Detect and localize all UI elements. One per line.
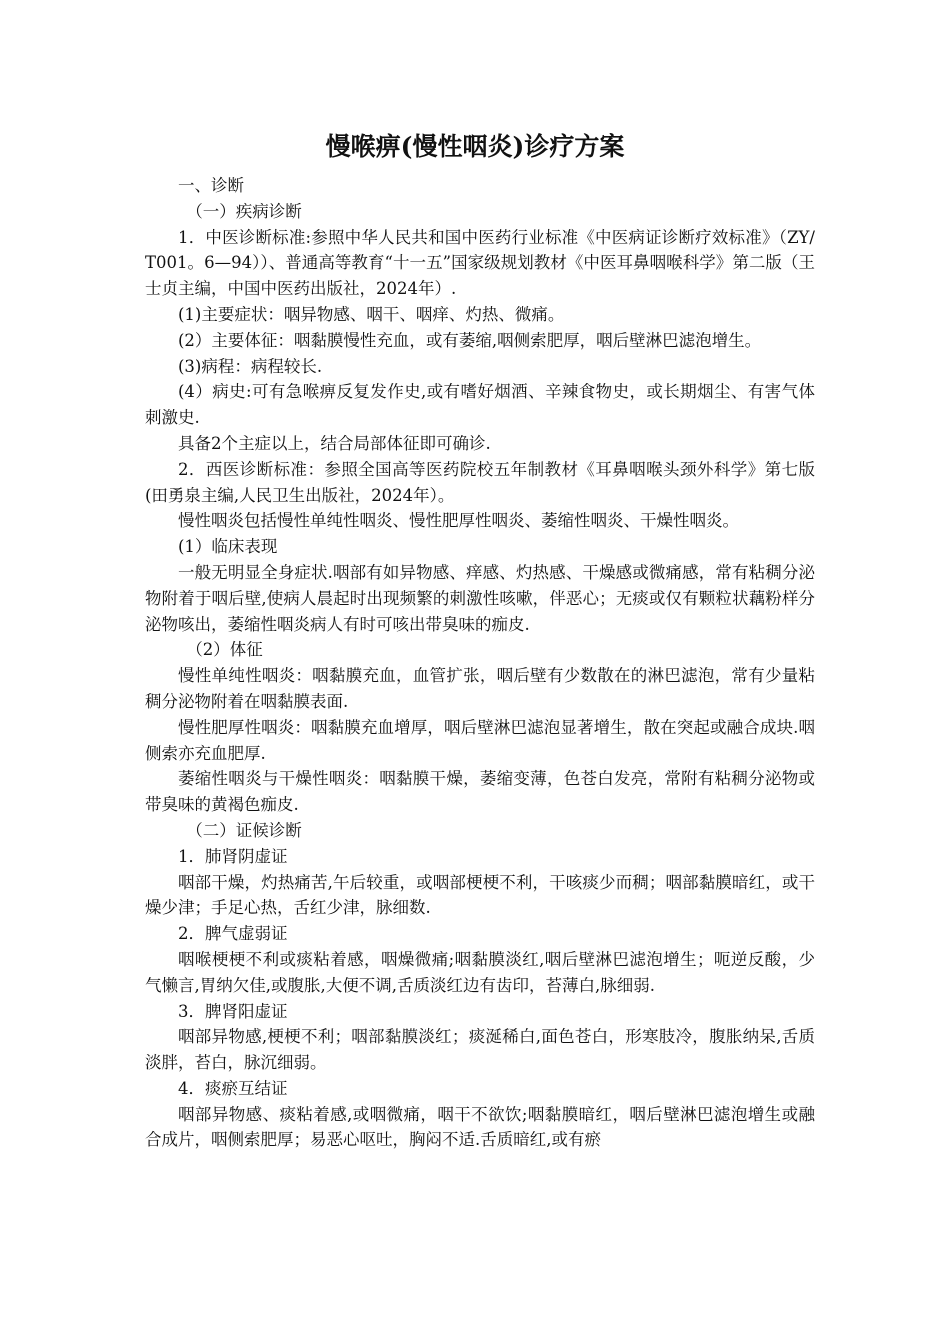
paragraph-western-standard: 2．西医诊断标准：参照全国高等医药院校五年制教材《耳鼻咽喉头颈外科学》第七版(田勇泉主编,人民卫生出版社，2024年）。 [145, 459, 815, 505]
paragraph-s2-title: 2．脾气虚弱证 [178, 924, 288, 944]
document-body [145, 173, 815, 1153]
document-title: 慢喉痹(慢性咽炎)诊疗方案 [325, 132, 625, 161]
paragraph-s2-text: 咽喉梗梗不利或痰粘着感，咽燥微痛;咽黏膜淡红,咽后壁淋巴滤泡增生；呃逆反酸，少气懒言,胃纳欠佳,或腹胀,大便不调,舌质淡红边有齿印，苔薄白,脉细弱. [145, 949, 815, 995]
paragraph-s4-text: 咽部异物感、痰粘着感,或咽微痛，咽干不欲饮;咽黏膜暗红，咽后壁淋巴滤泡增生或融合成片，咽侧索肥厚；易恶心呕吐，胸闷不适.舌质暗红,或有瘀 [145, 1104, 815, 1150]
paragraph-disease-diagnosis-heading: （一）疾病诊断 [186, 201, 302, 221]
paragraph-s3-text: 咽部异物感,梗梗不利；咽部黏膜淡红；痰涎稀白,面色苍白，形寒肢冷，腹胀纳呆,舌质淡胖，苔白，脉沉细弱。 [145, 1027, 815, 1073]
paragraph-diagnosis-heading: 一、诊断 [178, 176, 244, 195]
paragraph-s3-title: 3．脾肾阳虚证 [178, 1001, 288, 1021]
paragraph-types: 慢性咽炎包括慢性单纯性咽炎、慢性肥厚性咽炎、萎缩性咽炎、干燥性咽炎。 [178, 511, 739, 531]
paragraph-main-signs: (2）主要体征：咽黏膜慢性充血，或有萎缩,咽侧索肥厚，咽后壁淋巴滤泡增生。 [178, 330, 762, 350]
paragraph-simple: 慢性单纯性咽炎：咽黏膜充血，血管扩张，咽后壁有少数散在的淋巴滤泡，常有少量粘稠分泌物附着在咽黏膜表面. [145, 666, 815, 711]
paragraph-s1-text: 咽部干燥，灼热痛苦,午后较重，或咽部梗梗不利，干咳痰少而稠；咽部黏膜暗红，或干燥少津；手足心热，舌红少津，脉细数. [145, 872, 815, 918]
paragraph-atrophic: 萎缩性咽炎与干燥性咽炎：咽黏膜干燥，萎缩变薄，色苍白发亮，常附有粘稠分泌物或带臭味的黄褐色痂皮. [145, 769, 815, 815]
paragraph-signs-heading: （2）体征 [186, 640, 263, 660]
paragraph-hypertrophic: 慢性肥厚性咽炎：咽黏膜充血增厚，咽后壁淋巴滤泡显著增生，散在突起或融合成块.咽侧索亦充血肥厚. [145, 717, 815, 763]
paragraph-clinical-text: 一般无明显全身症状.咽部有如异物感、痒感、灼热感、干燥感或微痛感，常有粘稠分泌物附着于咽后壁,使病人晨起时出现频繁的刺激性咳嗽，伴恶心；无痰或仅有颗粒状藕粉样分泌物咳出，萎缩性咽炎病人有时可咳出带臭味的痂皮. [145, 562, 815, 634]
paragraph-syndrome-heading: （二）证候诊断 [186, 820, 302, 840]
paragraph-main-symptoms: (1)主要症状：咽异物感、咽干、咽痒、灼热、微痛。 [178, 304, 565, 324]
paragraph-s1-title: 1．肺肾阴虚证 [178, 846, 288, 866]
paragraph-course: (3)病程：病程较长. [178, 356, 323, 376]
paragraph-history: (4）病史:可有急喉痹反复发作史,或有嗜好烟酒、辛辣食物史，或长期烟尘、有害气体刺激史. [145, 382, 815, 428]
paragraph-tcm-standard: 1．中医诊断标准:参照中华人民共和国中医药行业标准《中医病证诊断疗效标准》（ZY/T001。6—94））、普通高等教育“十一五”国家级规划教材《中医耳鼻咽喉科学》第二版（王士贞主编，中国中医药出版社，2024年）. [145, 227, 815, 299]
paragraph-clinical-heading: (1）临床表现 [178, 537, 278, 557]
paragraph-confirm: 具备2个主症以上，结合局部体征即可确诊. [178, 433, 491, 453]
paragraph-s4-title: 4．痰瘀互结证 [178, 1078, 288, 1098]
